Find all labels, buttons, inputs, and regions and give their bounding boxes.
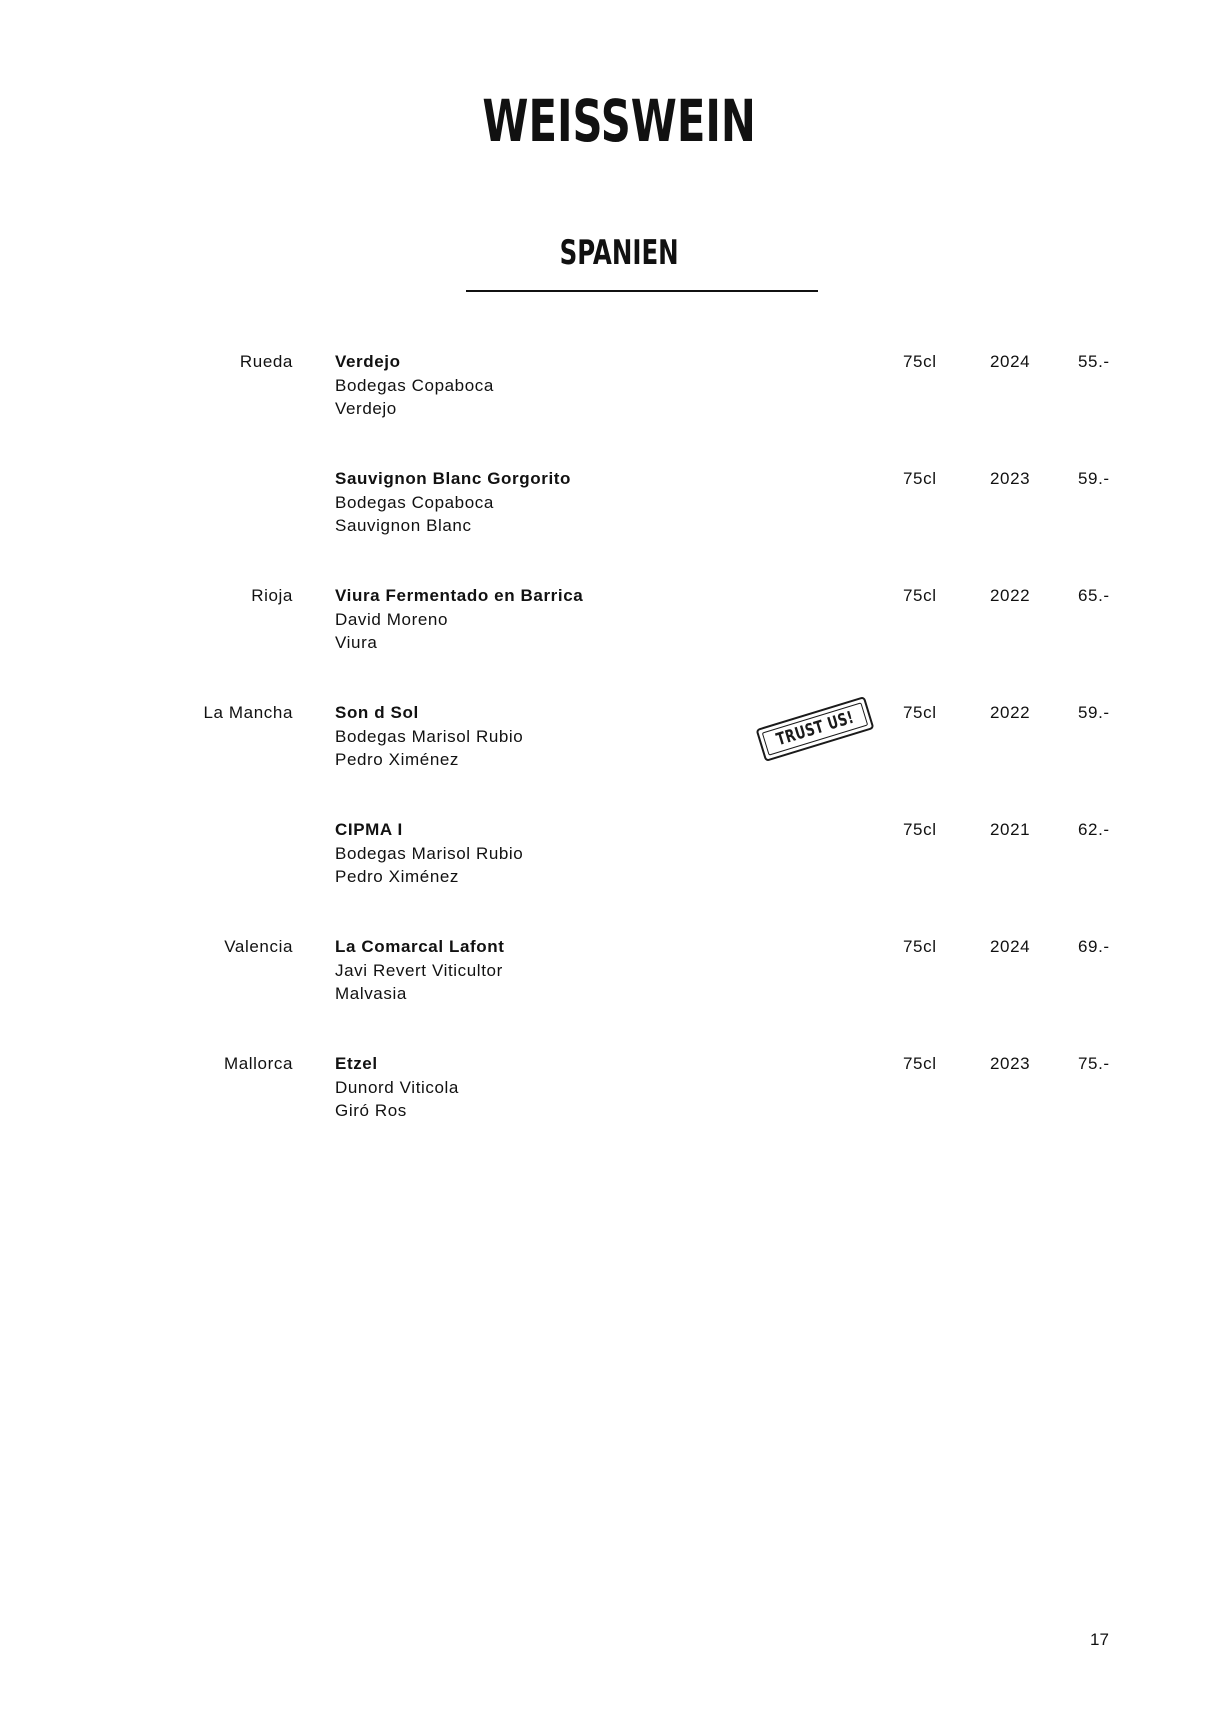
- wine-name: Sauvignon Blanc Gorgorito: [335, 469, 572, 488]
- wine-volume: 75cl: [903, 703, 937, 722]
- wine-volume: 75cl: [903, 352, 937, 371]
- wine-vintage: 2022: [990, 586, 1031, 605]
- wine-producer: David Moreno: [335, 609, 449, 629]
- wine-name: Verdejo: [335, 352, 401, 371]
- wine-grape: Verdejo: [335, 399, 397, 418]
- wine-grape: Viura: [335, 633, 378, 652]
- wine-name: Viura Fermentado en Barrica: [335, 586, 584, 605]
- wine-row-viura-fermentado: [0, 584, 1222, 701]
- wine-row-la-comarcal-lafont: [0, 935, 1222, 1052]
- wine-details: [335, 935, 505, 1006]
- wine-region: Rueda: [239, 352, 293, 371]
- wine-grape: Giró Ros: [335, 1101, 407, 1120]
- wine-volume: 75cl: [903, 469, 937, 488]
- wine-producer: Bodegas Marisol Rubio: [335, 843, 524, 863]
- wine-price: 69.-: [1078, 937, 1110, 956]
- wine-vintage: 2022: [990, 703, 1031, 722]
- wine-name: La Comarcal Lafont: [335, 937, 505, 956]
- wine-volume: 75cl: [903, 586, 937, 605]
- page-title: WEISSWEIN: [482, 87, 756, 155]
- wine-price: 75.-: [1078, 1054, 1110, 1073]
- wine-price: 59.-: [1078, 703, 1110, 722]
- wine-volume: 75cl: [903, 1054, 937, 1073]
- wine-row-sauvignon-blanc-gorgorito: [0, 467, 1222, 584]
- wine-producer: Bodegas Copaboca: [335, 492, 494, 512]
- wine-details: [335, 467, 571, 538]
- stamp-text: TRUST US!: [773, 707, 857, 751]
- wine-row-son-d-sol: [0, 701, 1222, 818]
- wine-vintage: 2023: [990, 1054, 1031, 1073]
- wine-grape: Pedro Ximénez: [335, 750, 460, 769]
- wine-vintage: 2021: [990, 820, 1031, 839]
- wine-details: [335, 701, 523, 772]
- wine-region: Valencia: [224, 937, 293, 956]
- wine-details: [335, 1052, 459, 1123]
- wine-region: Mallorca: [223, 1054, 293, 1073]
- wine-vintage: 2024: [990, 352, 1031, 371]
- wine-grape: Malvasia: [335, 984, 407, 1003]
- wine-row-verdejo: [0, 350, 1222, 467]
- wine-details: [335, 350, 494, 421]
- wine-name: Etzel: [335, 1054, 378, 1073]
- section-divider: [466, 290, 818, 292]
- wine-grape: Pedro Ximénez: [335, 867, 460, 886]
- page-number: 17: [1090, 1630, 1109, 1649]
- wine-volume: 75cl: [903, 937, 937, 956]
- wine-vintage: 2023: [990, 469, 1031, 488]
- wine-vintage: 2024: [990, 937, 1031, 956]
- wine-region: La Mancha: [203, 703, 293, 722]
- wine-name: Son d Sol: [335, 703, 419, 722]
- wine-details: [335, 584, 583, 655]
- wine-row-etzel: [0, 1052, 1222, 1169]
- section-title: SPANIEN: [559, 233, 679, 273]
- wine-producer: Javi Revert Viticultor: [335, 960, 503, 980]
- wine-details: [335, 818, 523, 889]
- wine-region: Rioja: [251, 586, 293, 605]
- wine-producer: Dunord Viticola: [335, 1077, 459, 1097]
- wine-price: 59.-: [1078, 469, 1110, 488]
- wine-producer: Bodegas Marisol Rubio: [335, 726, 524, 746]
- wine-list: [0, 350, 1222, 1169]
- wine-grape: Sauvignon Blanc: [335, 516, 472, 535]
- wine-price: 55.-: [1078, 352, 1110, 371]
- wine-row-cipma-i: [0, 818, 1222, 935]
- wine-volume: 75cl: [903, 820, 937, 839]
- wine-name: CIPMA I: [335, 820, 403, 839]
- wine-price: 65.-: [1078, 586, 1110, 605]
- wine-producer: Bodegas Copaboca: [335, 375, 494, 395]
- wine-price: 62.-: [1078, 820, 1110, 839]
